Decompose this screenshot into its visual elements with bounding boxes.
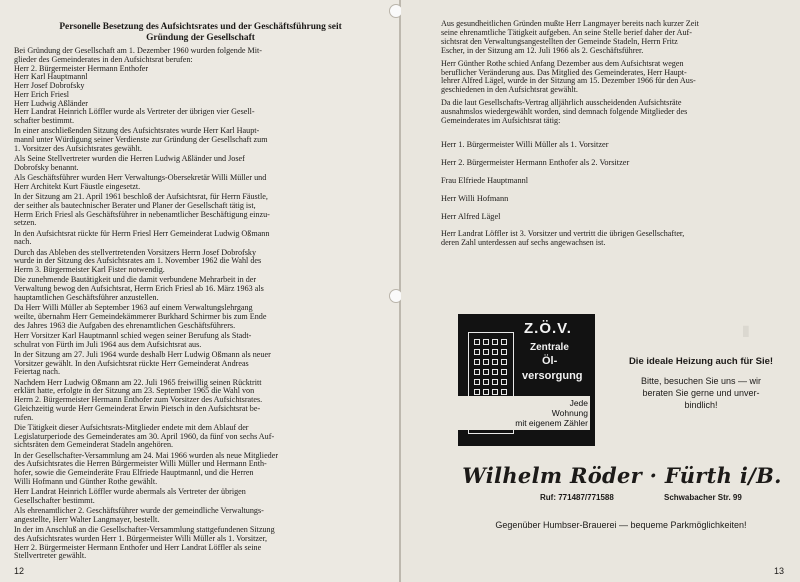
paragraph: Da die laut Gesellschafts-Vertrag alljährlich ausscheidenden Aufsichtsräte ausnahmslos wiedergewählt worden, sind demnach folgende Mitglieder des Gemeinderates im Aufsichtsrat tätig: — [441, 98, 688, 126]
window-icon — [474, 359, 480, 365]
window-icon — [474, 339, 480, 345]
paragraph: Als ehrenamtlicher 2. Geschäftsführer wurde der gemeindliche Verwaltungs- angestellte, Herr Walter Langmayer, bestellt. — [14, 506, 264, 524]
paragraph: Herr Günther Rothe schied Anfang Dezember aus dem Aufsichtsrat wegen beruflicher Veränderung aus. Das Mitglied des Gemeinderates, Herr Haupt- lehrer Alfred Lägel, wurde in der Sitzung am 15. Dezember 1966 für den Aus- geschiedenen in den Aufsichtsrat gewählt. — [441, 58, 696, 95]
show-through-mark: ▮ — [742, 322, 750, 338]
heating-headline: Die ideale Heizung auch für Sie! — [628, 356, 774, 367]
firm-logo: Wilhelm Röder · Fürth i/B. — [462, 463, 782, 488]
member-item: Herr 1. Bürgermeister Willi Müller als 1. Vorsitzer — [441, 139, 609, 149]
heating-advertisement — [612, 356, 790, 411]
window-icon — [501, 339, 507, 345]
window-icon — [483, 369, 489, 375]
zov-tagline: Jede Wohnung mit eigenem Zähler — [458, 396, 590, 430]
paragraph: Als Geschäftsführer wurden Herr Verwaltungs-Obersekretär Willi Müller und Herr Architekt Kurt Fäustle eingesetzt. — [14, 173, 267, 191]
window-icon — [483, 339, 489, 345]
paragraph: In der Gesellschafter-Versammlung am 24. Mai 1966 wurden als neue Mitglieder des Aufsichtsrates die Herren Bürgermeister Willi Müller und Hermann Enth- hofer, sowie die Gemeinderäte Frau Elfriede Hauptmannl, und die Herren Willi Hofmann und Günther Rothe gewählt. — [14, 450, 279, 486]
window-icon — [474, 379, 480, 385]
member-list — [441, 140, 788, 221]
paragraph: Die Tätigkeit dieser Aufsichtsrats-Mitglieder endete mit dem Ablauf der Legislaturperiode des Gemeinderates am 30. April 1960, da fünf von sechs Auf- sichtsräten dem Gemeinderat Stadeln angehören. — [14, 422, 275, 450]
window-icon — [483, 359, 489, 365]
window-icon — [483, 389, 489, 395]
paragraph: Bei Gründung der Gesellschaft am 1. Dezember 1960 wurden folgende Mit- glieder des Gemeinderates in den Aufsichtsrat berufen: Herr 2. Bürgermeister Hermann Enthofer Herr Karl Hauptmannl Herr Josef Dobrofsky Herr Erich Friesl Herr Ludwig Aßländer Herr Landrat Heinrich Löffler wurde als Vertreter der übrigen vier Gesell- schafter bestimmt. — [14, 46, 262, 125]
heating-body: Bitte, besuchen Sie uns — wir beraten Sie gerne und unver- bindlich! — [640, 376, 762, 410]
member-item: Herr Alfred Lägel — [441, 211, 501, 221]
window-icon — [492, 379, 498, 385]
paragraph: Herr Landrat Heinrich Löffler wurde abermals als Vertreter der übrigen Gesellschafter bestimmt. — [14, 487, 246, 505]
section-heading: Personelle Besetzung des Aufsichtsrates und der Geschäftsführung seit Gründung der Gesellschaft — [59, 22, 342, 43]
paragraph: In der Sitzung am 21. April 1961 beschloß der Aufsichtsrat, für Herrn Fäustle, der seither als bautechnischer Berater und Planer der Gesellschaft tätig ist, Herrn Erich Friesl als Geschäftsführer in nebenamtlicher Beschäftigung einzu- setzen. — [14, 192, 270, 228]
paragraph: Da Herr Willi Müller ab September 1963 auf einem Verwaltungslehrgang weilte, übernahm Herr Gemeindekämmerer Burkhard Schirmer bis zum Ende des Jahres 1963 die Aufgaben des ehrenamtlichen Geschäftsführers. — [14, 303, 267, 330]
zov-line2: Öl- — [542, 355, 558, 367]
firm-address: Schwabacher Str. 99 — [664, 493, 742, 502]
window-icon — [474, 389, 480, 395]
zov-brand: Z.Ö.V. — [524, 320, 572, 337]
left-page — [0, 0, 399, 582]
page-number-right: 13 — [773, 566, 784, 576]
window-icon — [501, 359, 507, 365]
paragraph: Die zunehmende Bautätigkeit und die damit verbundene Mehrarbeit in der Verwaltung bewog den Aufsichtsrat, Herrn Erich Friesl ab 16. März 1963 als hauptamtlichen Geschäftsführer anzustellen. — [14, 275, 264, 302]
window-icon — [474, 369, 480, 375]
window-icon — [501, 379, 507, 385]
page-number-left: 12 — [14, 566, 25, 576]
window-icon — [492, 359, 498, 365]
paragraph: Durch das Ableben des stellvertretenden Vorsitzers Herrn Josef Dobrofsky wurde in der Sitzung des Aufsichtsrates am 1. November 1962 die Wahl des Herrn 3. Bürgermeister Karl Fister notwendig. — [14, 247, 262, 274]
window-icon — [483, 379, 489, 385]
window-icon — [501, 349, 507, 355]
firm-phone: Ruf: 771487/771588 — [540, 493, 614, 502]
paragraph: Herr Vorsitzer Karl Hauptmannl schied wegen seiner Berufung als Stadt- schulrat von Fürth im Juli 1964 aus dem Aufsichtsrat aus. — [14, 330, 252, 349]
window-icon — [492, 339, 498, 345]
member-item: Herr 2. Bürgermeister Hermann Enthofer als 2. Vorsitzer — [441, 157, 630, 167]
window-icon — [501, 369, 507, 375]
right-text-column — [441, 20, 788, 126]
zov-line3: versorgung — [522, 370, 583, 382]
window-icon — [492, 389, 498, 395]
member-item: Frau Elfriede Hauptmannl — [441, 175, 529, 185]
window-icon — [474, 349, 480, 355]
paragraph: Als Seine Stellvertreter wurden die Herren Ludwig Aßländer und Josef Dobrofsky benannt. — [14, 154, 245, 172]
paragraph: In den Aufsichtsrat rückte für Herrn Friesl Herr Gemeinderat Ludwig Oßmann nach. — [14, 228, 270, 247]
paragraph: In der Sitzung am 27. Juli 1964 wurde deshalb Herr Ludwig Oßmann als neuer Vorsitzer gewählt. In den Aufsichtsrat rückte Herr Gemeinderat Andreas Feiertag nach. — [14, 349, 271, 377]
window-icon — [492, 369, 498, 375]
member-item: Herr Willi Hofmann — [441, 193, 509, 203]
paragraph: Aus gesundheitlichen Gründen mußte Herr Langmayer bereits nach kurzer Zeit seine ehrenamtliche Tätigkeit aufgeben. An seine Stelle berief daher der Auf- sichtsrat den Verwaltungsangestellten der Gemeinde Stadeln, Herrn Fritz Escher, in der Sitzung am 12. Juli 1966 als 2. Geschäftsführer. — [441, 19, 699, 55]
paragraph: Nachdem Herr Ludwig Oßmann am 22. Juli 1965 freiwillig seinen Rücktritt erklärt hatte, erfolgte in der Sitzung am 23. September 1965 die Wahl von Herrn 2. Bürgermeister Hermann Enthofer zum Vorsitzer des Aufsichtsrates. Gleichzeitig wurde Herr Gemeinderat Erwin Pietsch in den Aufsichtsrat be- rufen. — [14, 377, 263, 422]
firm-footer: Gegenüber Humbser-Brauerei — bequeme Parkmöglichkeiten! — [495, 520, 747, 530]
window-icon — [492, 349, 498, 355]
paragraph: In der im Anschluß an die Gesellschafter-Versammlung stattgefundenen Sitzung des Aufsichtsrates wurden Herr 1. Bürgermeister Willi Müller als 1. Vorsitzer, Herr 2. Bürgermeister Hermann Enthofer und Herr Landrat Löffler als seine Stellvertreter gewählt. — [14, 525, 275, 561]
closing-paragraph: Herr Landrat Löffler ist 3. Vorsitzer und vertritt die übrigen Gesellschafter, deren Zahl unterdessen auf sechs angewachsen ist. — [441, 228, 685, 247]
left-text-column — [14, 47, 387, 561]
window-icon — [483, 349, 489, 355]
zov-line1: Zentrale — [530, 342, 569, 353]
window-icon — [501, 389, 507, 395]
paragraph: In einer anschließenden Sitzung des Aufsichtsrates wurde Herr Karl Haupt- mannl unter Würdigung seiner Verdienste zur Gründung der Gesellschaft zum 1. Vorsitzer des Aufsichtsrates gewählt. — [14, 126, 268, 153]
